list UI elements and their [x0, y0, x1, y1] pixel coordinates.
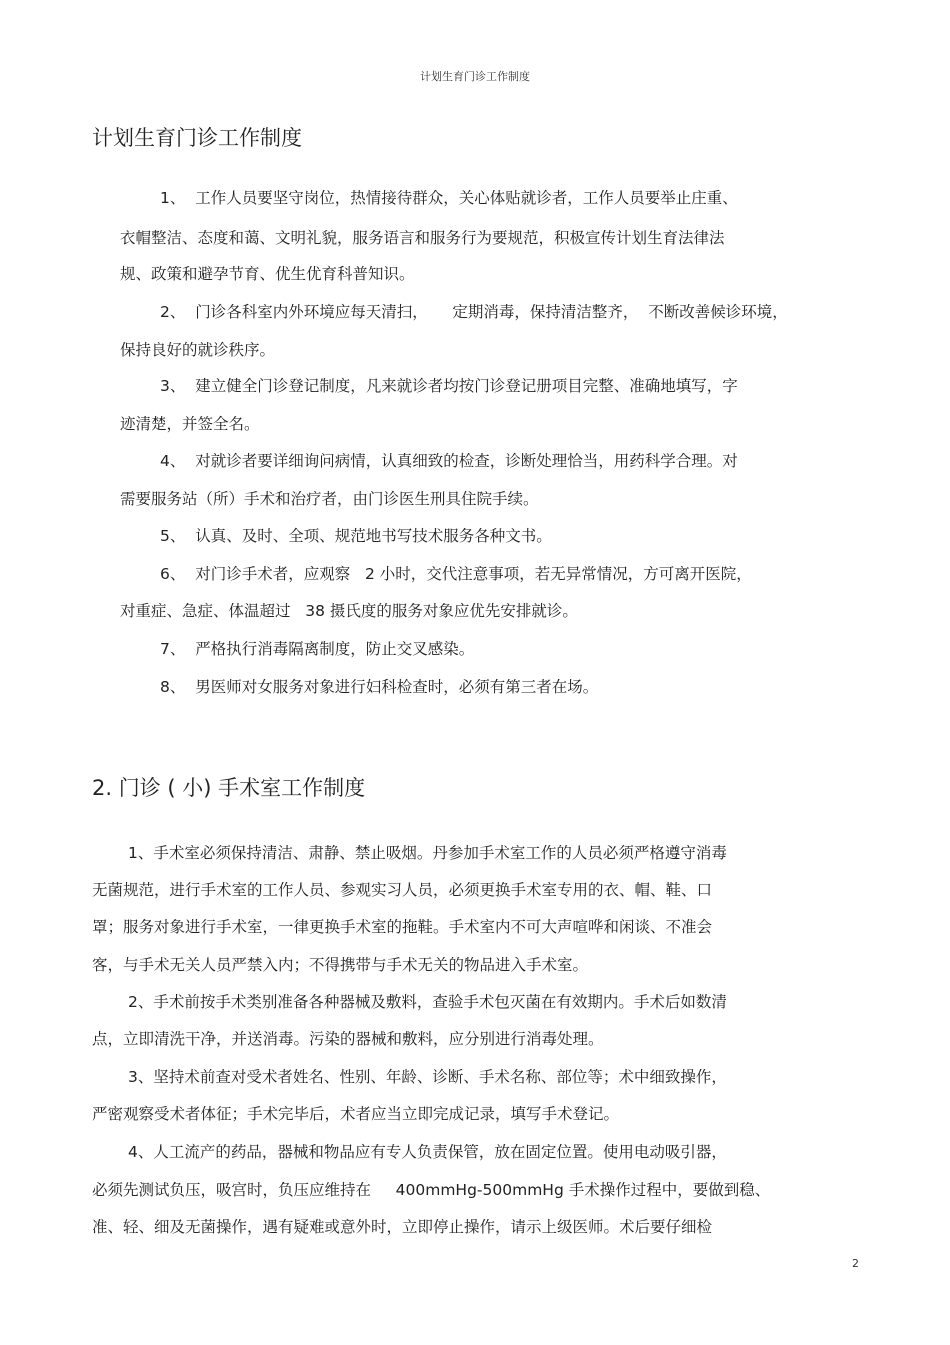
section2-line: 2、手术前按手术类别准备各种器械及敷料，查验手术包灭菌在有效期内。手术后如数清: [128, 993, 727, 1011]
section2-line: 客，与手术无关人员严禁入内；不得携带与手术无关的物品进入手术室。: [92, 956, 589, 974]
section2-line: 4、人工流产的药品，器械和物品应有专人负责保管，放在固定位置。使用电动吸引器，: [128, 1143, 727, 1161]
section1-line: 迹清楚，并签全名。: [120, 415, 260, 433]
section2-line: 罩；服务对象进行手术室，一律更换手术室的拖鞋。手术室内不可大声喧哗和闲谈、不准会: [92, 918, 713, 936]
section2-line: 准、轻、细及无菌操作，遇有疑难或意外时，立即停止操作，请示上级医师。术后要仔细检: [92, 1218, 713, 1236]
section1-line: 保持良好的就诊秩序。: [120, 341, 276, 359]
section1-line: 需要服务站（所）手术和治疗者，由门诊医生刑具住院手续。: [120, 490, 539, 508]
section1-line: 5、 认真、及时、全项、规范地书写技术服务各种文书。: [160, 527, 552, 545]
section2-line: 必须先测试负压，吸宫时，负压应维持在 400mmHg-500mmHg 手术操作过程中，要做到稳、: [92, 1181, 771, 1199]
section1-line: 7、 严格执行消毒隔离制度，防止交叉感染。: [160, 640, 475, 658]
section1-line: 8、 男医师对女服务对象进行妇科检查时，必须有第三者在场。: [160, 678, 599, 696]
running-header: 计划生育门诊工作制度: [420, 70, 530, 83]
section1-line: 1、 工作人员要坚守岗位，热情接待群众，关心体贴就诊者，工作人员要举止庄重、: [160, 189, 738, 207]
section2-line: 点，立即清洗干净，并送消毒。污染的器械和敷料，应分别进行消毒处理。: [92, 1030, 604, 1048]
section2-title: 2. 门诊 ( 小) 手术室工作制度: [92, 776, 366, 800]
section1-line: 2、 门诊各科室内外环境应每天清扫， 定期消毒，保持清洁整齐， 不断改善候诊环境，: [160, 303, 788, 321]
section1-line: 6、 对门诊手术者，应观察 2 小时，交代注意事项，若无异常情况，方可离开医院，: [160, 565, 752, 583]
section1-title: 计划生育门诊工作制度: [92, 126, 302, 150]
section1-line: 对重症、急症、体温超过 38 摄氏度的服务对象应优先安排就诊。: [120, 602, 578, 620]
section1-line: 4、 对就诊者要详细询问病情，认真细致的检查，诊断处理恰当，用药科学合理。对: [160, 452, 738, 470]
section2-line: 无菌规范，进行手术室的工作人员、参观实习人员，必须更换手术室专用的衣、帽、鞋、口: [92, 881, 713, 899]
section1-line: 3、 建立健全门诊登记制度，凡来就诊者均按门诊登记册项目完整、准确地填写，字: [160, 377, 738, 395]
section1-line: 衣帽整洁、态度和蔼、文明礼貌，服务语言和服务行为要规范，积极宣传计划生育法律法: [120, 229, 725, 247]
section1-line: 规、政策和避孕节育、优生优育科普知识。: [120, 265, 415, 283]
section2-line: 严密观察受术者体征；手术完毕后，术者应当立即完成记录，填写手术登记。: [92, 1105, 620, 1123]
section2-line: 3、坚持术前查对受术者姓名、性别、年龄、诊断、手术名称、部位等；术中细致操作，: [128, 1068, 727, 1086]
page-number: 2: [852, 1257, 859, 1270]
section2-line: 1、手术室必须保持清洁、肃静、禁止吸烟。丹参加手术室工作的人员必须严格遵守消毒: [128, 844, 727, 862]
